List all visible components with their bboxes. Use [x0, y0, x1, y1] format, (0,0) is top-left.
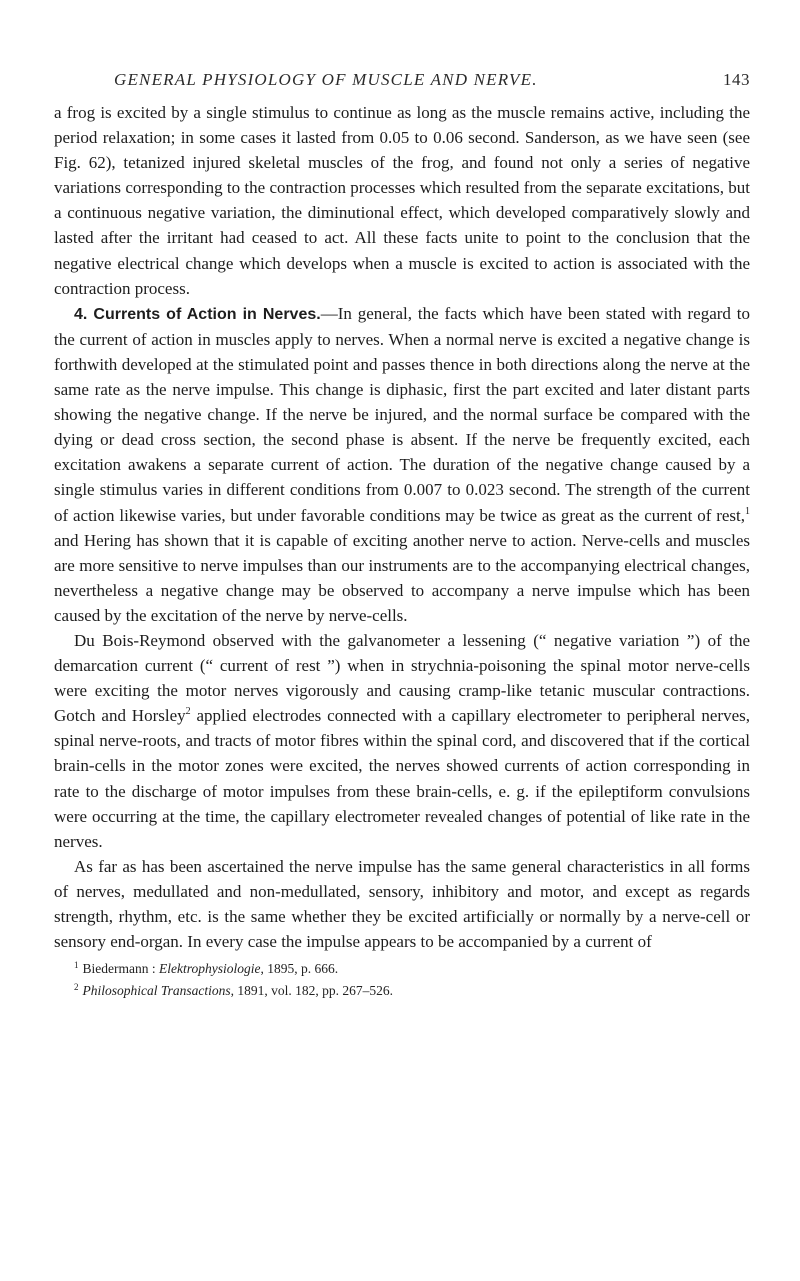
footnote-work: Philosophical Transactions: [82, 983, 231, 999]
footnote-work: Elektrophysiologie: [158, 961, 261, 977]
running-head: [54, 60, 750, 90]
footnote-1: [74, 956, 750, 978]
footnote-ref-1: 1: [745, 505, 750, 517]
footnotes: [54, 956, 750, 1000]
footnote-ref-2: 2: [185, 706, 191, 718]
page-number: 143: [723, 70, 750, 89]
body-text: [54, 100, 750, 954]
footnote-number: 2: [74, 982, 79, 993]
section-heading: 4. Currents of Action in Nerves.: [74, 305, 321, 323]
footnote-number: 1: [74, 960, 79, 971]
book-page: [54, 60, 750, 1000]
paragraph-2-text-b: and Hering has shown that it is capable of exciting another nerve to action. Nerve-cells and muscles are more sensitive to nerve impulses than our instruments are to the accompanying electrical changes, nevertheless a negative change may be observed to accompany a nerve impulse which has been caused by the excitation of the nerve by nerve-cells.: [54, 530, 750, 625]
footnote-2: [74, 978, 750, 1000]
paragraph-2: [54, 301, 750, 628]
footnote-details: , 1891, vol. 182, pp. 267–526.: [230, 983, 394, 999]
paragraph-2-text-a: —In general, the facts which have been stated with regard to the current of action in muscles apply to nerves. When a normal nerve is excited a negative change is forthwith developed at the stimulated point and passes thence in both directions along the nerve at the same rate as the nerve impulse. This change is diphasic, first the part excited and later distant parts showing the negative change. If the nerve be injured, and the normal surface be compared with the dying or dead cross section, the second phase is absent. If the nerve be frequently excited, each excitation awakens a separate current of action. The duration of the negative change caused by a single stimulus varies in different conditions from 0.007 to 0.023 second. The strength of the current of action likewise varies, but under favorable conditions may be twice as great as the current of rest,: [54, 303, 750, 525]
paragraph-3-text-a: Du Bois-Reymond observed with the galvanometer a lessening (“ negative variation ”) of the demarcation current (“ current of rest ”) when in strychnia-poisoning the spinal motor nerve-cells were exciting the motor nerves vigorously and causing cramp-like tetanic muscular contractions. Gotch and Horsley: [54, 630, 750, 726]
paragraph-3-text-b: applied electrodes connected with a capillary electrometer to peripheral nerves, spinal nerve-roots, and tracts of motor fibres within the spinal cord, and discovered that if the cortical brain-cells in the motor zones were excited, the nerves showed currents of action corresponding in rate to the discharge of motor impulses from these brain-cells, e. g. if the epileptiform convulsions were occurring at the time, the capillary electrometer revealed changes of potential of like rate in the nerves.: [54, 706, 750, 851]
paragraph-1: a frog is excited by a single stimulus to continue as long as the muscle remains active, including the period relaxation; in some cases it lasted from 0.05 to 0.06 second. Sanderson, as we have seen (see Fig. 62), tetanized injured skeletal muscles of the frog, and found not only a series of negative variations corresponding to the contraction processes which resulted from the separate excitations, but a continuous negative variation, the diminutional effect, which developed comparatively slowly and lasted after the irritant had ceased to act. All these facts unite to point to the conclusion that the negative electrical change which develops when a muscle is excited to action is associated with the contraction process.: [54, 103, 750, 298]
paragraph-3: [54, 628, 750, 854]
paragraph-4: As far as has been ascertained the nerve impulse has the same general characteristics in all forms of nerves, medullated and non-medullated, sensory, inhibitory and motor, and except as regards strength, rhythm, etc. is the same whether they be excited artificially or normally by a nerve-cell or sensory end-organ. In every case the impulse appears to be accompanied by a current of: [54, 856, 750, 952]
footnote-author: Biedermann :: [82, 961, 159, 977]
footnote-details: , 1895, p. 666.: [260, 961, 339, 977]
running-title: GENERAL PHYSIOLOGY OF MUSCLE AND NERVE.: [114, 70, 538, 89]
